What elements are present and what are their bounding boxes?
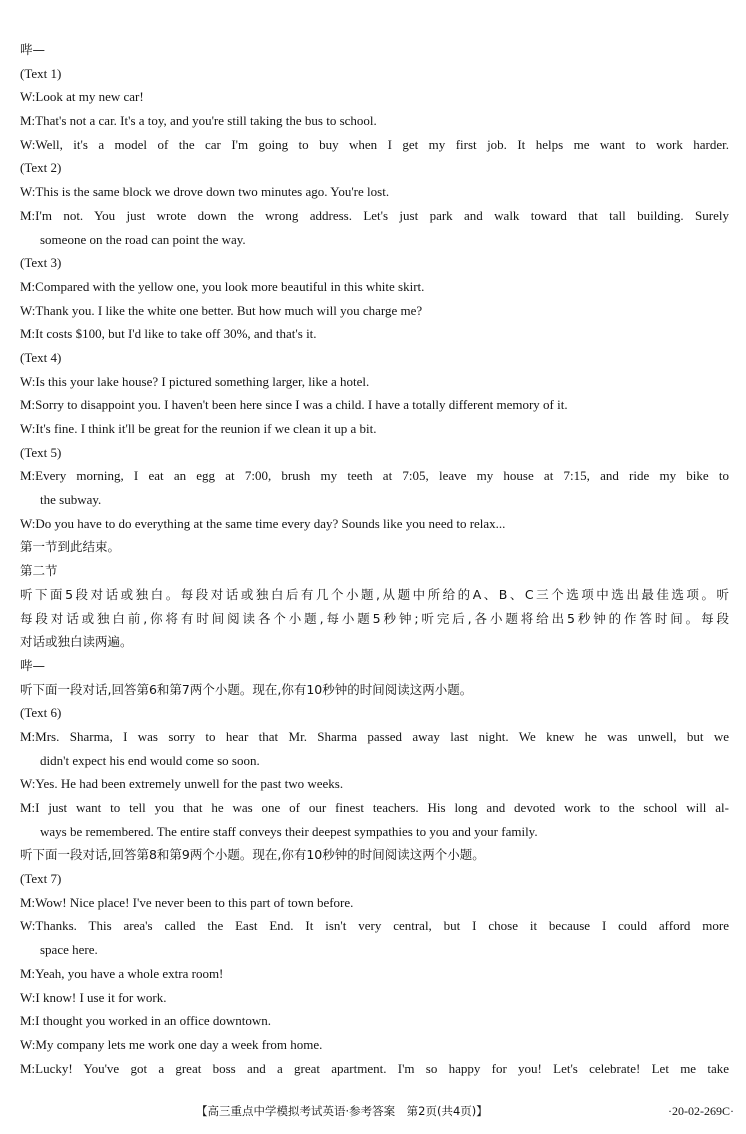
text-line: W:I know! I use it for work.	[20, 989, 167, 1005]
text-line: 第二节	[20, 563, 58, 579]
text-line: 哔—	[20, 657, 46, 673]
text-line: M:Yeah, you have a whole extra room!	[20, 965, 224, 981]
text-line: W:Is this your lake house? I pictured something larger, like a hotel.	[20, 373, 370, 389]
footer-code: ·20-02-269C·	[668, 1104, 734, 1118]
page-footer	[0, 1101, 746, 1121]
text-line: M:Lucky! You've got a great boss and a great apartment. I'm so happy for you! Let's celebrate! Let me take	[20, 1060, 729, 1076]
text-line: M:It costs $100, but I'd like to take off 30%, and that's it.	[20, 326, 317, 342]
text-line: W:Thanks. This area's called the East End. It isn't very central, but I chose it because I could afford more	[20, 918, 729, 934]
text-line: M:Sorry to disappoint you. I haven't been here since I was a child. I have a totally different memory of it.	[20, 397, 568, 413]
text-line: M:Mrs. Sharma, I was sorry to hear that Mr. Sharma passed away last night. We knew he was unwell, but we	[20, 728, 729, 744]
text-line: M:Compared with the yellow one, you look more beautiful in this white skirt.	[20, 278, 425, 294]
text-line: ways be remembered. The entire staff conveys their deepest sympathies to you and your family.	[40, 823, 538, 839]
text-line: space here.	[40, 942, 98, 958]
text-line: 听下面5段对话或独白。每段对话或独白后有几个小题,从题中所给的A、B、C三个选项中选出最佳选项。听	[20, 586, 729, 602]
text-line: 每段对话或独白前,你将有时间阅读各个小题,每小题5秒钟;听完后,各小题将给出5秒钟的作答时间。每段	[20, 610, 729, 626]
text-line: W:It's fine. I think it'll be great for the reunion if we clean it up a bit.	[20, 421, 377, 436]
text-line: W:Well, it's a model of the car I'm going to buy when I get my first job. It helps me want to work harder.	[20, 136, 729, 152]
text-line: (Text 7)	[20, 871, 62, 887]
text-line: (Text 5)	[20, 444, 62, 460]
text-line: (Text 2)	[20, 160, 62, 176]
text-line: 对话或独白读两遍。	[20, 634, 133, 650]
text-line: W:Look at my new car!	[20, 89, 144, 105]
text-line: (Text 1)	[20, 65, 62, 81]
text-line: W:Do you have to do everything at the same time every day? Sounds like you need to relax...	[20, 515, 506, 531]
text-line: W:Yes. He had been extremely unwell for the past two weeks.	[20, 776, 344, 792]
document-body	[20, 38, 729, 1080]
text-line: (Text 4)	[20, 349, 62, 365]
text-line: someone on the road can point the way.	[40, 231, 246, 247]
text-line: M:I just want to tell you that he was one of our finest teachers. His long and devoted work to the school will al-	[20, 800, 729, 815]
text-line: W:Thank you. I like the white one better. But how much will you charge me?	[20, 302, 423, 318]
text-line: 听下面一段对话,回答第8和第9两个小题。现在,你有10秒钟的时间阅读这两个小题。	[20, 847, 485, 863]
text-line: W:My company lets me work one day a week from home.	[20, 1036, 323, 1052]
text-line: M:That's not a car. It's a toy, and you're still taking the bus to school.	[20, 113, 377, 129]
text-line: (Text 3)	[20, 255, 62, 271]
text-line: M:Every morning, I eat an egg at 7:00, brush my teeth at 7:05, leave my house at 7:15, and ride my bike to	[20, 468, 729, 484]
text-line: M:I'm not. You just wrote down the wrong address. Let's just park and walk toward that tall building. Surely	[20, 207, 729, 223]
footer-title: 【高三重点中学模拟考试英语·参考答案 第2页(共4页)】	[196, 1104, 488, 1118]
text-line: W:This is the same block we drove down two minutes ago. You're lost.	[20, 184, 390, 200]
text-line: 听下面一段对话,回答第6和第7两个小题。现在,你有10秒钟的时间阅读这两小题。	[20, 681, 473, 697]
text-line: (Text 6)	[20, 705, 62, 721]
text-line: 哔—	[20, 42, 46, 57]
text-line: M:I thought you worked in an office downtown.	[20, 1013, 272, 1029]
text-line: the subway.	[40, 492, 102, 508]
text-line: 第一节到此结束。	[20, 539, 121, 555]
text-line: didn't expect his end would come so soon.	[40, 752, 260, 768]
text-line: M:Wow! Nice place! I've never been to this part of town before.	[20, 894, 354, 910]
